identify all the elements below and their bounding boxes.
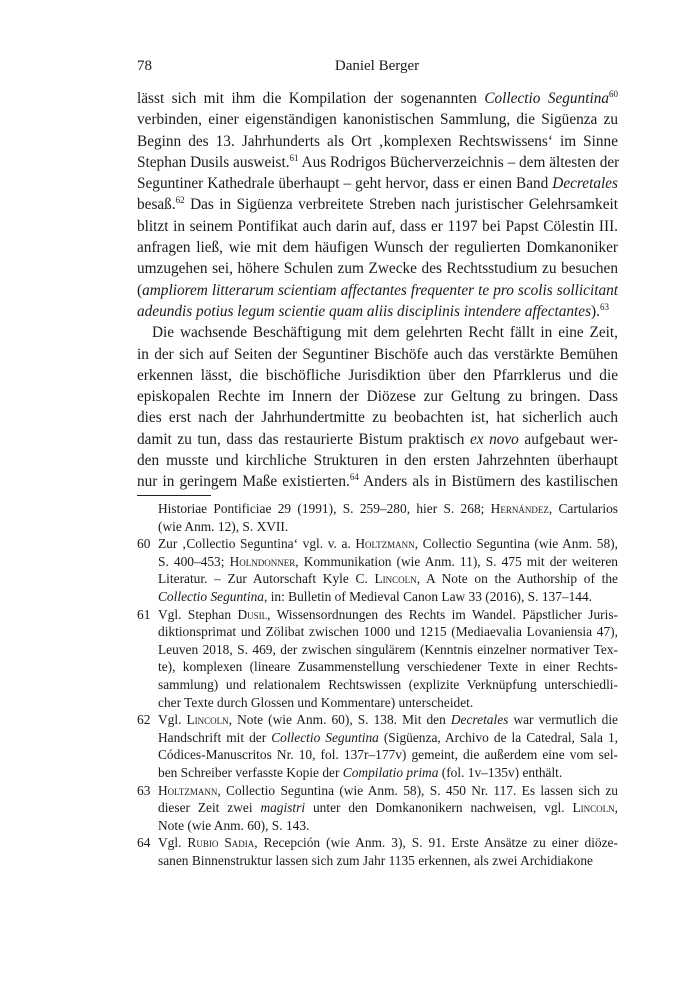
italic-latin-text: adeundis potius legum scientie quam aliis disciplinis intendere affectantes <box>137 302 592 320</box>
footnote-text-run: Códices-Manuscritos Nr. 10, fol. 137r–177v) gemeint, die außerdem eine vom sel- <box>158 747 618 763</box>
footnote-line <box>158 782 618 800</box>
body-line <box>137 301 618 322</box>
body-text-run: blitzt in seinem Pontifikat auch darin auf, dass er 1197 bei Papst Cölestin III. <box>137 217 618 235</box>
footnotes-section <box>137 500 618 869</box>
author-name-smallcaps: Lincoln <box>186 712 229 728</box>
italic-latin-text: Decretales <box>552 175 618 193</box>
footnote-text-run: Vgl. <box>158 835 188 851</box>
author-name-smallcaps: Holtzmann <box>355 536 415 552</box>
footnote-text-run: sammlung) und relationalem Rechtswissen (explizite Verknüpfung unterschiedli- <box>158 676 618 692</box>
body-text-run: nur in geringem Maße existierten. <box>137 473 350 491</box>
body-text-run: umzugehen sei, höhere Schulen zum Zwecke des Rechtsstudium zu besuchen <box>137 260 618 278</box>
footnote-text-run: (wie Anm. 12), S. XVII. <box>158 518 289 534</box>
footnote-text-run: cher Texte durch Glossen und Kommentare) unterscheidet. <box>158 694 474 710</box>
footnote-text-run: Handschrift mit der <box>158 729 272 745</box>
body-text-run: besaß. <box>137 196 176 214</box>
footnote-text-run: Vgl. Stephan <box>158 606 238 622</box>
footnote-line <box>158 658 618 676</box>
italic-latin-text: ex novo <box>469 430 519 448</box>
body-text-run: Die wachsende Beschäftigung mit dem gelehrten Recht fällt in eine Zeit, <box>152 324 618 342</box>
body-text-run: lässt sich mit ihm die Kompilation der sogenannten <box>137 90 485 107</box>
body-text-run: Seguntiner Kathedrale überhaupt – geht hervor, dass er einen Band <box>137 175 553 193</box>
body-line <box>137 450 618 471</box>
footnote-number: 64 <box>137 835 151 851</box>
footnote-number: 60 <box>137 536 151 552</box>
footnote-text-run: , Note (wie Anm. 60), S. 138. Mit den <box>228 712 451 728</box>
author-name-smallcaps: Lincoln <box>572 800 615 816</box>
footnote-text-run: Note (wie Anm. 60), S. 143. <box>158 817 310 833</box>
footnote-60 <box>137 535 618 605</box>
footnote-line <box>158 694 618 712</box>
footnote-text-run: Zur ‚Collectio Seguntina‘ vgl. v. a. <box>158 536 356 552</box>
author-name-smallcaps: Lincoln <box>374 571 417 587</box>
body-line <box>137 152 618 173</box>
footnote-63 <box>137 782 618 835</box>
footnote-text-run: , A Note on the Authorship of the <box>416 571 618 587</box>
footnote-line <box>158 553 618 571</box>
footnote-line <box>158 500 618 518</box>
body-text-run: Das in Sigüenza verbreitete Streben nach juristischer Gelehrsamkeit <box>184 196 618 214</box>
body-line <box>137 280 618 301</box>
footnote-text-run: sanen Binnenstruktur lassen sich zum Jahr 1135 erkennen, als zwei Archidiakone <box>158 852 593 868</box>
italic-latin-text: ampliorem litterarum scientiam affectantes frequenter te pro scolis sollicitant <box>142 281 618 299</box>
footnote-line <box>158 729 618 747</box>
footnote-number: 62 <box>137 712 151 728</box>
footnote-text-run: Literatur. – Zur Autorschaft Kyle C. <box>158 571 375 587</box>
italic-title: Collectio Seguntina <box>158 588 264 604</box>
main-body-text <box>137 88 618 493</box>
body-text-run: anfragen ließ, wie mit dem häufigen Wunsch der regulierten Domkanoniker <box>137 239 618 257</box>
body-text-run: Aus Rodrigos Bücherverzeichnis – dem ältesten der <box>298 153 620 171</box>
footnote-text-run: (Sigüenza, Archivo de la Catedral, Sala 1, <box>378 729 618 745</box>
body-line <box>137 131 618 152</box>
body-line <box>137 88 618 109</box>
italic-title: Decretales <box>450 712 509 728</box>
footnote-text-run: te), komplexen (lineare Zusammenstellung verschiedener Texte in einer Rechts- <box>158 659 618 675</box>
footnote-text-run: , Recepción (wie Anm. 3), S. 91. Erste Ansätze zu einer diöze- <box>254 835 618 851</box>
running-head-author: Daniel Berger <box>334 58 420 74</box>
footnote-continued <box>137 500 618 535</box>
footnote-text-run: ben Schreiber verfasste Kopie der <box>158 764 343 780</box>
footnote-text-run: Leuven 2018, S. 469, der zwischen singulärem (Kenntnis einzelner normativer Tex- <box>158 641 618 657</box>
footnote-text-run: S. 400–453; <box>158 553 230 569</box>
body-line <box>137 365 618 386</box>
body-text-run: in der sich auf Seiten der Seguntiner Bischöfe auch das verstärkte Bemühen <box>137 345 618 363</box>
footnote-line <box>158 623 618 641</box>
body-line <box>137 258 618 279</box>
footnote-text-run: dieser Zeit zwei <box>158 800 261 816</box>
body-line <box>137 429 618 450</box>
footnote-separator-rule <box>137 495 211 496</box>
footnote-number: 63 <box>137 782 151 798</box>
footnote-64 <box>137 834 618 869</box>
footnote-line <box>158 570 618 588</box>
author-name-smallcaps: Holndonner <box>229 553 296 569</box>
footnote-reference: 60 <box>609 89 618 99</box>
footnote-text-run: , Kommunikation (wie Anm. 11), S. 475 mit der weiteren <box>295 553 619 569</box>
footnote-text-run: (fol. 1v–135v) enthält. <box>438 764 563 780</box>
footnote-line <box>158 764 618 782</box>
footnote-text-run: , Collectio Seguntina (wie Anm. 58), <box>414 536 618 552</box>
footnote-text-run: , in: Bulletin of Medieval Canon Law 33 (2016), S. 137–144. <box>264 588 593 604</box>
footnote-text-run: unter den Domkanonikern nachweisen, vgl. <box>305 800 573 816</box>
footnote-text-run: , Collectio Seguntina (wie Anm. 58), S. 450 Nr. 117. Es lassen sich zu <box>217 782 618 798</box>
body-text-run: erkennen lässt, die bischöfliche Jurisdiktion über den Pfarrklerus und die <box>137 366 618 384</box>
body-line <box>137 386 618 407</box>
footnote-line <box>158 606 618 624</box>
footnote-line <box>158 852 618 870</box>
footnote-line <box>158 641 618 659</box>
footnote-line <box>158 588 618 606</box>
body-text-run: episkopalen Rechte im Innern der Diözese zur Geltung zu bringen. Dass <box>137 388 618 406</box>
body-line <box>137 407 618 428</box>
footnote-line <box>158 799 618 817</box>
body-line <box>137 173 618 194</box>
body-line <box>137 322 618 343</box>
footnote-text-run: , Wissensordnungen des Rechts im Wandel. Päpstlicher Juris- <box>267 606 618 622</box>
body-line <box>137 237 618 258</box>
footnote-text-run: Vgl. <box>158 712 187 728</box>
author-name-smallcaps: Rubio Sadia <box>187 835 255 851</box>
footnote-line <box>158 834 618 852</box>
footnote-reference: 62 <box>175 195 185 206</box>
italic-title: magistri <box>260 800 306 816</box>
body-line <box>137 344 618 365</box>
footnote-62 <box>137 711 618 781</box>
body-line <box>137 194 618 215</box>
author-name-smallcaps: Hernández <box>490 501 549 516</box>
italic-title: Compilatio prima <box>342 764 439 780</box>
italic-latin-text: Collectio Seguntina <box>484 90 609 107</box>
body-text-run: ( <box>137 281 143 299</box>
body-text-run: verbinden, einer eigenständigen kanonistischen Sammlung, die Sigüenza zu <box>137 111 618 129</box>
footnote-line <box>158 535 618 553</box>
body-text-run: aufgebaut wer- <box>518 430 618 448</box>
footnote-reference: 63 <box>599 301 609 312</box>
body-line <box>137 109 618 130</box>
footnote-text-run: war vermutlich die <box>508 712 619 728</box>
footnote-reference: 64 <box>349 472 359 483</box>
footnote-text-run: , <box>614 800 618 816</box>
footnote-line <box>158 518 618 536</box>
footnote-line <box>158 746 618 764</box>
italic-title: Collectio Seguntina <box>271 729 379 745</box>
body-text-run: Beginn des 13. Jahrhunderts als Ort ‚komplexen Rechtswissens‘ im Sinne <box>137 132 618 150</box>
author-name-smallcaps: Holtzmann <box>158 782 218 798</box>
page-header <box>137 58 617 78</box>
body-text-run: Anders als in Bistümern des kastilischen <box>358 473 618 491</box>
footnote-61 <box>137 606 618 712</box>
footnote-reference: 61 <box>289 152 299 163</box>
footnote-line <box>158 817 618 835</box>
body-text-run: den musste und kirchliche Strukturen in den ersten Jahrzehnten überhaupt <box>137 452 618 470</box>
footnote-text-run: diktionsprimat und Zölibat zwischen 1000 und 1215 (Mediaevalia Lovaniensia 47), <box>158 624 618 640</box>
author-name-smallcaps: Dusil <box>237 606 268 622</box>
body-text-run: dies erst nach der Jahrhundertmitte zu beobachten ist, hat sicherlich auch <box>137 409 618 427</box>
page-number: 78 <box>137 58 152 74</box>
body-line <box>137 471 618 492</box>
footnote-text-run: , Cartularios <box>548 501 618 516</box>
footnote-line <box>158 711 618 729</box>
body-text-run: ). <box>591 302 600 320</box>
footnote-text-run: Historiae Pontificiae 29 (1991), S. 259–280, hier S. 268; <box>158 501 491 516</box>
footnote-line <box>158 676 618 694</box>
body-line <box>137 216 618 237</box>
body-text-run: Stephan Dusils ausweist. <box>137 153 290 171</box>
body-text-run: damit zu tun, dass das restaurierte Bistum praktisch <box>137 430 470 448</box>
footnote-number: 61 <box>137 606 151 622</box>
